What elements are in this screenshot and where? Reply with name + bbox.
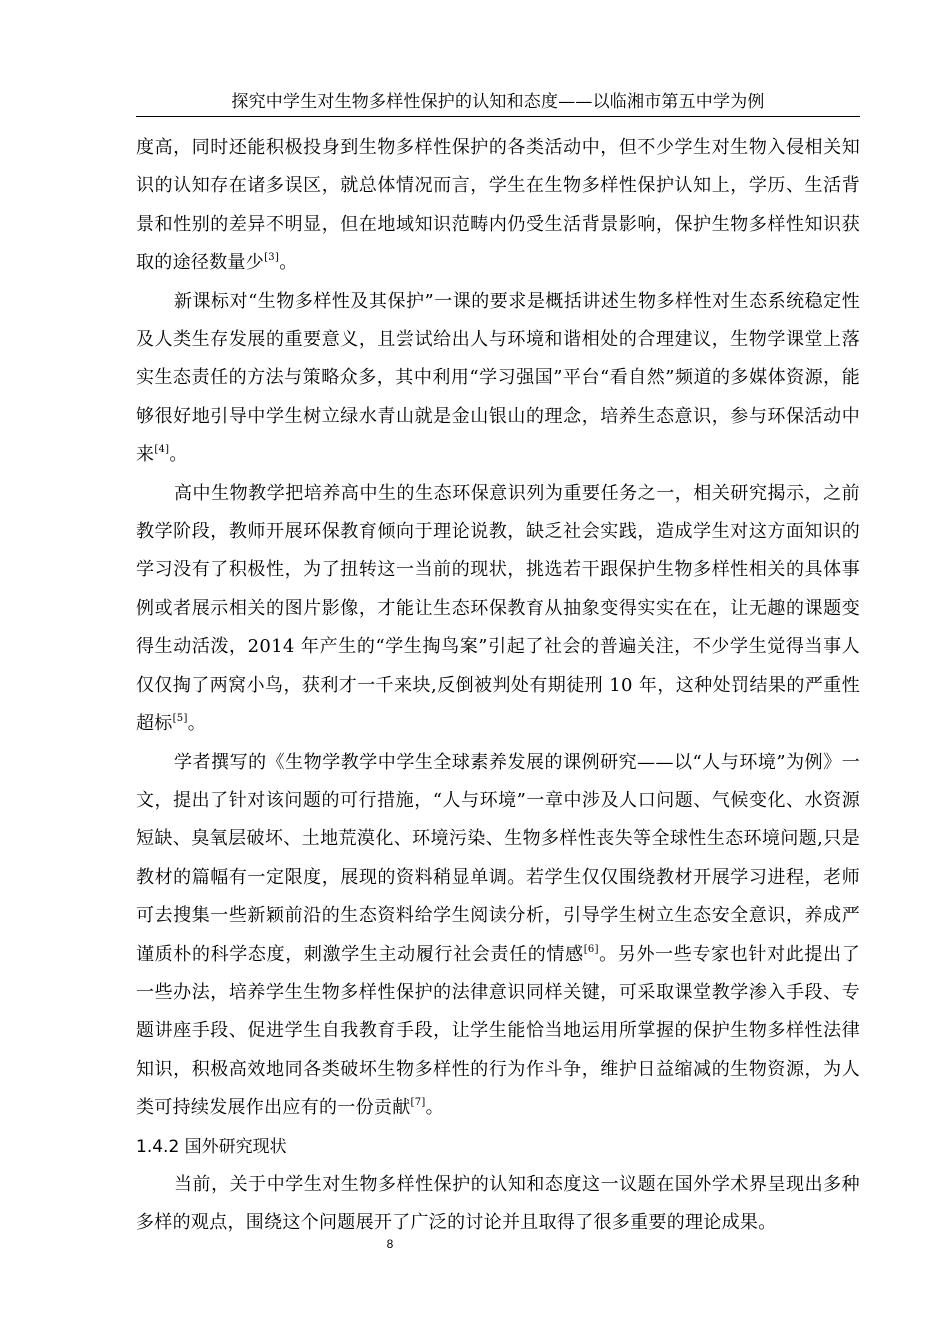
paragraph-tail: 。 (169, 444, 188, 466)
citation-ref: [3] (264, 252, 280, 264)
header-divider (136, 116, 860, 117)
section-heading: 1.4.2 国外研究现状 (136, 1136, 287, 1157)
paragraph-text: 学者撰写的《生物学教学中学生全球素养发展的课例研究——以“人与环境”为例》一文，提出了针对该问题的可行措施，“人与环境”一章中涉及人口问题、气候变化、水资源短缺、臭氧层破坏、土地荒漠化、环境污染、生物多样性丧失等全球性生态环境问题,只是教材的篇幅有一定限度，展现的资料稍显单调。若学生仅仅围绕教材开展学习进程，老师可去搜集一些新颖前沿的生态资料给学生阅读分析，引导学生树立生态安全意识，养成严谨质朴的科学态度，刺激学生主动履行社会责任的情感 (136, 751, 860, 965)
body-paragraph-1 (136, 129, 860, 283)
body-paragraph-2 (136, 283, 860, 475)
body-paragraph-4 (136, 744, 860, 1128)
body-paragraph-5: 当前，关于中学生对生物多样性保护的认知和态度这一议题在国外学术界呈现出多种多样的观点，围绕这个问题展开了广泛的讨论并且取得了很多重要的理论成果。 (136, 1173, 860, 1234)
citation-ref: [6] (583, 943, 599, 955)
paragraph-text: 度高，同时还能积极投身到生物多样性保护的各类活动中，但不少学生对生物入侵相关知识的认知存在诸多误区，就总体情况而言，学生在生物多样性保护认知上，学历、生活背景和性别的差异不明显，但在地域知识范畴内仍受生活背景影响，保护生物多样性知识获取的途径数量少 (136, 137, 860, 274)
paragraph-text: 高中生物教学把培养高中生的生态环保意识列为重要任务之一，相关研究揭示，之前教学阶段，教师开展环保教育倾向于理论说教，缺乏社会实践，造成学生对这方面知识的学习没有了积极性，为了扭转这一当前的现状，挑选若干跟保护生物多样性相关的具体事例或者展示相关的图片影像，才能让生态环保教育从抽象变得实实在在，让无趣的课题变得生动活泼，2014 年产生的“学生掏鸟案”引起了社会的普遍关注，不少学生觉得当事人仅仅掏了两窝小鸟，获利才一千来块,反倒被判处有期徒刑 10 年，这种处罚结果的严重性超标 (136, 482, 860, 735)
paragraph-tail: 。 (187, 713, 206, 735)
paragraph-tail: 。 (279, 252, 298, 274)
citation-ref: [7] (410, 1097, 426, 1109)
running-header: 探究中学生对生物多样性保护的认知和态度——以临湘市第五中学为例 (231, 92, 765, 112)
body-paragraph-3 (136, 475, 860, 744)
citation-ref: [4] (154, 444, 170, 456)
citation-ref: [5] (172, 713, 188, 725)
page-number: 8 (386, 1237, 394, 1251)
paragraph-tail: 。 (425, 1097, 444, 1119)
paragraph-tail: 。另外一些专家也针对此提出了一些办法，培养学生生物多样性保护的法律意识同样关键，可采取课堂教学渗入手段、专题讲座手段、促进学生自我教育手段，让学生能恰当地运用所掌握的保护生物多样性法律知识，积极高效地同各类破坏生物多样性的行为作斗争，维护日益缩减的生物资源，为人类可持续发展作出应有的一份贡献 (136, 943, 860, 1119)
paragraph-text: 新课标对“生物多样性及其保护”一课的要求是概括讲述生物多样性对生态系统稳定性及人类生存发展的重要意义，且尝试给出人与环境和谐相处的合理建议，生物学课堂上落实生态责任的方法与策略众多，其中利用“学习强国”平台“看自然”频道的多媒体资源，能够很好地引导中学生树立绿水青山就是金山银山的理念，培养生态意识，参与环保活动中来 (136, 290, 860, 466)
page-body (136, 129, 860, 1243)
